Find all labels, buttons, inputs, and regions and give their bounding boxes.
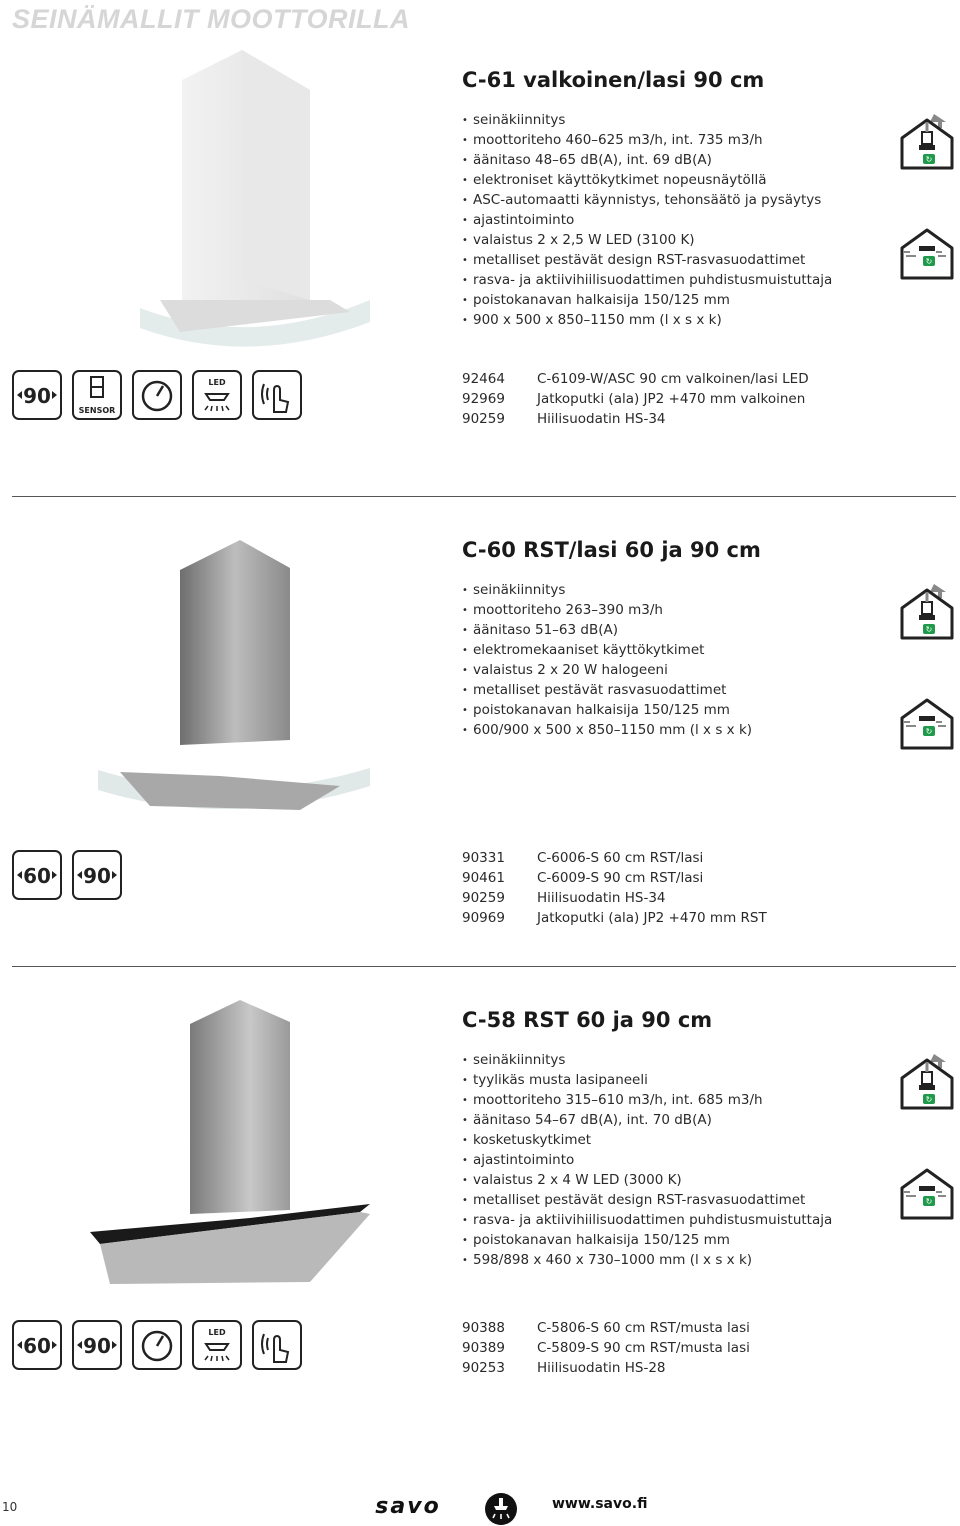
product-number: 90259 <box>462 411 505 427</box>
product-codes <box>462 1318 750 1378</box>
feature-item: • 598/898 x 460 x 730–1000 mm (l x s x k) <box>462 1250 832 1270</box>
led-label: LED <box>208 1328 226 1337</box>
width-90-icon <box>72 850 122 900</box>
exhaust-mode-icon <box>896 112 958 172</box>
width-label: 90 <box>83 1334 111 1358</box>
feature-item: • äänitaso 51–63 dB(A) <box>462 620 752 640</box>
page-title: SEINÄMALLIT MOOTTORILLA <box>12 4 410 34</box>
feature-list <box>462 110 832 330</box>
feature-item: • moottoriteho 460–625 m3/h, int. 735 m3/h <box>462 130 832 150</box>
feature-item: • metalliset pestävät design RST-rasvasuodattimet <box>462 1190 832 1210</box>
width-60-icon <box>12 850 62 900</box>
feature-item: • valaistus 2 x 20 W halogeeni <box>462 660 752 680</box>
width-60-icon <box>12 1320 62 1370</box>
code-row <box>462 409 809 429</box>
feature-item: • metalliset pestävät design RST-rasvasuodattimet <box>462 250 832 270</box>
feature-icons <box>12 1320 302 1370</box>
feature-item: • äänitaso 54–67 dB(A), int. 70 dB(A) <box>462 1110 832 1130</box>
product-title: C-61 valkoinen/lasi 90 cm <box>462 68 765 92</box>
exhaust-mode-icon <box>896 1052 958 1112</box>
feature-item: • valaistus 2 x 2,5 W LED (3100 K) <box>462 230 832 250</box>
savo-logo <box>356 1496 460 1516</box>
section-divider <box>12 966 956 967</box>
product-number: 90461 <box>462 870 505 886</box>
width-90-icon <box>72 1320 122 1370</box>
product-title: C-60 RST/lasi 60 ja 90 cm <box>462 538 761 562</box>
sensor-label: SENSOR <box>78 406 116 415</box>
product-number: 90969 <box>462 910 505 926</box>
code-row <box>462 908 767 928</box>
feature-list <box>462 1050 832 1270</box>
feature-item: • moottoriteho 263–390 m3/h <box>462 600 752 620</box>
product-codes <box>462 848 767 928</box>
product-description: Hiilisuodatin HS-34 <box>537 411 666 427</box>
feature-item: • 600/900 x 500 x 850–1150 mm (l x s x k) <box>462 720 752 740</box>
touch-control-icon <box>252 1320 302 1370</box>
width-90-icon <box>12 370 62 420</box>
led-light-icon <box>192 370 242 420</box>
feature-item: • ajastintoiminto <box>462 1150 832 1170</box>
product-number: 90331 <box>462 850 505 866</box>
brand-name: savo <box>375 1496 441 1516</box>
feature-item: • ASC-automaatti käynnistys, tehonsäätö ja pysäytys <box>462 190 832 210</box>
exhaust-mode-icon <box>896 582 958 642</box>
recirculation-mode-icon <box>896 1162 958 1222</box>
feature-item: • seinäkiinnitys <box>462 1050 832 1070</box>
recirculation-mode-icon <box>896 692 958 752</box>
feature-item: • seinäkiinnitys <box>462 580 752 600</box>
width-label: 60 <box>23 864 51 888</box>
code-row <box>462 369 809 389</box>
code-row <box>462 1338 750 1358</box>
product-number: 92969 <box>462 391 505 407</box>
feature-item: • kosketuskytkimet <box>462 1130 832 1150</box>
feature-item: • rasva- ja aktiivihiilisuodattimen puhdistusmuistuttaja <box>462 270 832 290</box>
feature-item: • valaistus 2 x 4 W LED (3000 K) <box>462 1170 832 1190</box>
feature-item: • seinäkiinnitys <box>462 110 832 130</box>
footer-url[interactable]: www.savo.fi <box>552 1496 648 1512</box>
product-description: Hiilisuodatin HS-28 <box>537 1360 666 1376</box>
led-label: LED <box>208 378 226 387</box>
product-description: C-6009-S 90 cm RST/lasi <box>537 870 704 886</box>
code-row <box>462 848 767 868</box>
product-codes <box>462 369 809 429</box>
led-light-icon <box>192 1320 242 1370</box>
product-description: Jatkoputki (ala) JP2 +470 mm valkoinen <box>537 391 806 407</box>
feature-item: • tyylikäs musta lasipaneeli <box>462 1070 832 1090</box>
feature-item: • 900 x 500 x 850–1150 mm (l x s x k) <box>462 310 832 330</box>
code-row <box>462 1358 750 1378</box>
feature-item: • rasva- ja aktiivihiilisuodattimen puhdistusmuistuttaja <box>462 1210 832 1230</box>
width-label: 60 <box>23 1334 51 1358</box>
feature-item: • poistokanavan halkaisija 150/125 mm <box>462 1230 832 1250</box>
feature-item: • ajastintoiminto <box>462 210 832 230</box>
feature-item: • metalliset pestävät rasvasuodattimet <box>462 680 752 700</box>
product-title: C-58 RST 60 ja 90 cm <box>462 1008 713 1032</box>
code-row <box>462 868 767 888</box>
product-number: 90259 <box>462 890 505 906</box>
width-label: 90 <box>23 384 51 408</box>
code-row <box>462 888 767 908</box>
section-divider <box>12 496 956 497</box>
product-description: C-6109-W/ASC 90 cm valkoinen/lasi LED <box>537 371 809 387</box>
product-number: 90388 <box>462 1320 505 1336</box>
feature-item: • poistokanavan halkaisija 150/125 mm <box>462 290 832 310</box>
feature-icons <box>12 370 302 420</box>
savo-badge-icon <box>484 1492 518 1526</box>
feature-item: • äänitaso 48–65 dB(A), int. 69 dB(A) <box>462 150 832 170</box>
hood-image-c58 <box>80 1000 380 1300</box>
feature-list <box>462 580 752 740</box>
sensor-icon <box>72 370 122 420</box>
hood-image-c61 <box>130 50 390 360</box>
feature-item: • elektroniset käyttökytkimet nopeusnäytöllä <box>462 170 832 190</box>
recirculation-mode-icon <box>896 222 958 282</box>
touch-control-icon <box>252 370 302 420</box>
feature-item: • poistokanavan halkaisija 150/125 mm <box>462 700 752 720</box>
product-description: C-6006-S 60 cm RST/lasi <box>537 850 704 866</box>
product-number: 90253 <box>462 1360 505 1376</box>
product-number: 90389 <box>462 1340 505 1356</box>
feature-icons <box>12 850 122 900</box>
product-description: Jatkoputki (ala) JP2 +470 mm RST <box>537 910 767 926</box>
feature-item: • elektromekaaniset käyttökytkimet <box>462 640 752 660</box>
timer-icon <box>132 370 182 420</box>
product-description: C-5809-S 90 cm RST/musta lasi <box>537 1340 750 1356</box>
code-row <box>462 389 809 409</box>
product-description: C-5806-S 60 cm RST/musta lasi <box>537 1320 750 1336</box>
timer-icon <box>132 1320 182 1370</box>
product-description: Hiilisuodatin HS-34 <box>537 890 666 906</box>
page-number: 10 <box>2 1500 18 1514</box>
feature-item: • moottoriteho 315–610 m3/h, int. 685 m3/h <box>462 1090 832 1110</box>
hood-image-c60 <box>90 540 380 830</box>
code-row <box>462 1318 750 1338</box>
product-number: 92464 <box>462 371 505 387</box>
width-label: 90 <box>83 864 111 888</box>
